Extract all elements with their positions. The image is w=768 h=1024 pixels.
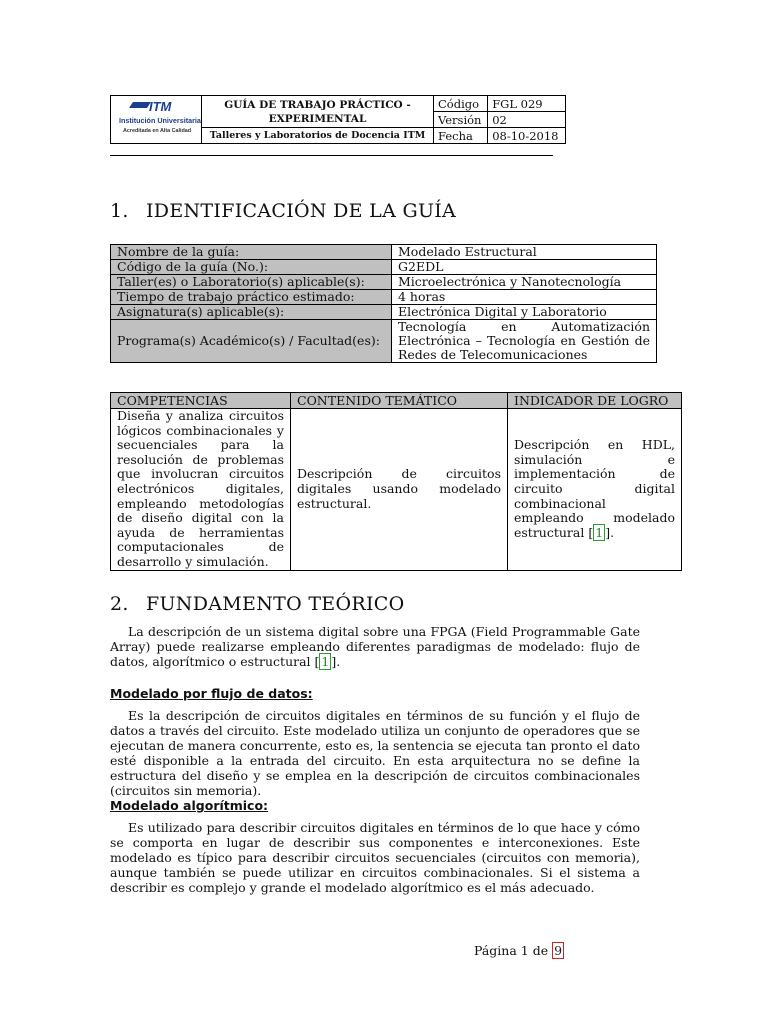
guide-type-title: GUÍA DE TRABAJO PRÁCTICO - EXPERIMENTAL <box>202 96 434 128</box>
page-number <box>474 943 564 958</box>
section-1-title: IDENTIFICACIÓN DE LA GUÍA <box>146 200 457 222</box>
id-label: Nombre de la guía: <box>111 245 392 260</box>
svg-text:ITM: ITM <box>149 99 172 114</box>
competencias-table <box>110 392 682 571</box>
id-value: G2EDL <box>392 260 657 275</box>
contenido-cell: Descripción de circuitos digitales usando modelado estructural. <box>291 409 508 571</box>
id-value: Modelado Estructural <box>392 245 657 260</box>
total-pages-link[interactable]: 9 <box>554 943 563 958</box>
subsection-title: Modelado algorítmico: <box>110 798 269 813</box>
table-row <box>111 245 657 260</box>
header-rule <box>110 155 553 156</box>
id-value: Microelectrónica y Nanotecnología <box>392 275 657 290</box>
header-value-date: 08-10-2018 <box>488 128 566 144</box>
header-label-code: Código <box>434 96 488 112</box>
svg-text:Institución Universitaria: Institución Universitaria <box>119 116 201 125</box>
header-subtitle: Talleres y Laboratorios de Docencia ITM <box>202 128 434 144</box>
document-header <box>110 95 566 144</box>
citation-link[interactable]: 1 <box>595 524 604 540</box>
table-row <box>111 260 657 275</box>
id-label: Programa(s) Académico(s) / Facultad(es): <box>111 320 392 363</box>
section-1-heading <box>110 200 456 222</box>
id-value: Tecnología en Automatización Electrónica – Tecnología en Gestión de Redes de Telecomunicaciones <box>392 320 657 363</box>
table-row <box>111 290 657 305</box>
subsection-paragraph: Es la descripción de circuitos digitales en términos de su función y el flujo de datos a través del circuito. Este modelado utiliza un conjunto de operadores que se ejecutan de manera concurrente, esto es, la sentencia se ejecuta tan pronto el dato esté disponible a la entrada del circuito. En esta arquitectura no se define la estructura del diseño y se emplea en la descripción de circuitos combinacionales (circuitos sin memoria). <box>110 708 640 798</box>
intro-text: La descripción de un sistema digital sobre una FPGA (Field Programmable Gate Array) puede realizarse empleando diferentes paradigmas de modelado: flujo de datos, algorítmico o estructural <box>110 624 640 669</box>
table-row <box>111 305 657 320</box>
header-value-code: FGL 029 <box>488 96 566 112</box>
indicador-text: Descripción en HDL, simulación e implementación de circuito digital combinacional empleando modelado estructural <box>514 437 675 540</box>
header-value-version: 02 <box>488 112 566 128</box>
section-2-number: 2. <box>110 593 129 615</box>
table-header-row <box>111 393 682 409</box>
table-row <box>111 409 682 571</box>
id-label: Tiempo de trabajo práctico estimado: <box>111 290 392 305</box>
header-label-date: Fecha <box>434 128 488 144</box>
table-row <box>111 275 657 290</box>
competencia-cell: Diseña y analiza circuitos lógicos combinacionales y secuenciales para la resolución de problemas que involucran circuitos electrónicos digitales, empleando metodologías de diseño digital con la ayuda de herramientas computacionales de desarrollo y simulación. <box>111 409 291 571</box>
subsection-paragraph: Es utilizado para describir circuitos digitales en términos de lo que hace y cómo se comporta en lugar de describir sus componentes e interconexiones. Este modelado es típico para describir circuitos secuenciales (circuitos con memoria), aunque también se puede utilizar en circuitos combinacionales. Si el sistema a describir es complejo y grande el modelado algorítmico es el más adecuado. <box>110 820 640 895</box>
column-header: COMPETENCIAS <box>111 393 291 409</box>
id-value: 4 horas <box>392 290 657 305</box>
id-value: Electrónica Digital y Laboratorio <box>392 305 657 320</box>
column-header: INDICADOR DE LOGRO <box>508 393 682 409</box>
header-label-version: Versión <box>434 112 488 128</box>
page-number-prefix: Página 1 de <box>474 943 549 958</box>
itm-logo <box>111 96 202 144</box>
table-row <box>111 320 657 363</box>
svg-text:Acreditada en Alta Calidad: Acreditada en Alta Calidad <box>123 128 192 134</box>
section-2-title: FUNDAMENTO TEÓRICO <box>146 593 405 615</box>
intro-paragraph: La descripción de un sistema digital sobre una FPGA (Field Programmable Gate Array) puede realizarse empleando diferentes paradigmas de modelado: flujo de datos, algorítmico o estructural [ 1 ]. <box>110 624 640 669</box>
indicador-cell: Descripción en HDL, simulación e implementación de circuito digital combinacional empleando modelado estructural [ 1 ]. <box>508 409 682 571</box>
id-label: Taller(es) o Laboratorio(s) aplicable(s): <box>111 275 392 290</box>
itm-logo-icon <box>111 96 201 140</box>
id-label: Asignatura(s) aplicable(s): <box>111 305 392 320</box>
section-1-number: 1. <box>110 200 129 222</box>
subsection-title: Modelado por flujo de datos: <box>110 686 313 701</box>
id-label: Código de la guía (No.): <box>111 260 392 275</box>
citation-link[interactable]: 1 <box>321 654 330 669</box>
section-2-heading <box>110 593 404 615</box>
column-header: CONTENIDO TEMÁTICO <box>291 393 508 409</box>
identification-table <box>110 244 657 363</box>
